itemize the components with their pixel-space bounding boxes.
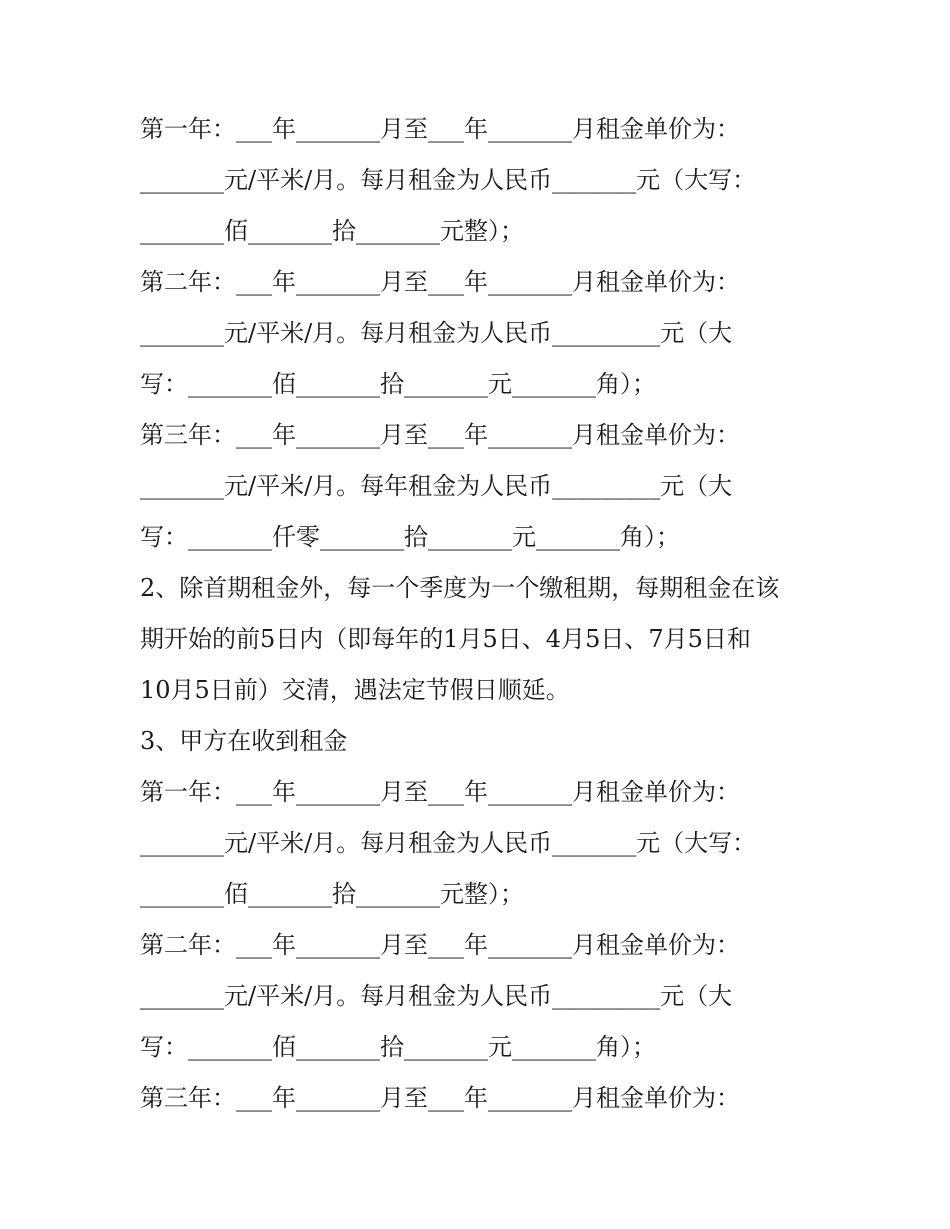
text-line: 第三年：___年_______月至___年_______月租金单价为：: [140, 421, 740, 449]
text-line: _______元/平米/月。每月租金为人民币_______元（大写：: [140, 166, 757, 194]
text-line: 写：_______佰_______拾_______元_______角）；: [140, 1033, 656, 1061]
text-line: 写：_______仟零_______拾_______元_______角）；: [140, 523, 680, 551]
text-line: 写：_______佰_______拾_______元_______角）；: [140, 370, 656, 398]
text-line: _______佰_______拾_______元整）；: [140, 880, 524, 908]
text-line: 第一年：___年_______月至___年_______月租金单价为：: [140, 778, 740, 806]
text-line: _______元/平米/月。每年租金为人民币_________元（大: [140, 472, 733, 500]
document-body: [140, 104, 820, 1124]
text-line: _______佰_______拾_______元整）；: [140, 217, 524, 245]
text-line: 第一年：___年_______月至___年_______月租金单价为：: [140, 115, 740, 143]
text-line: _______元/平米/月。每月租金为人民币_________元（大: [140, 982, 733, 1010]
text-line: _______元/平米/月。每月租金为人民币_________元（大: [140, 319, 733, 347]
text-line: 10月5日前）交清，遇法定节假日顺延。: [140, 676, 570, 704]
text-line: 第二年：___年_______月至___年_______月租金单价为：: [140, 268, 740, 296]
text-line: _______元/平米/月。每月租金为人民币_______元（大写：: [140, 829, 757, 857]
text-line: 2、除首期租金外，每一个季度为一个缴租期，每期租金在该: [140, 574, 780, 602]
text-line: 期开始的前5日内（即每年的1月5日、4月5日、7月5日和: [140, 625, 751, 653]
text-line: 第三年：___年_______月至___年_______月租金单价为：: [140, 1084, 740, 1112]
text-line: 3、甲方在收到租金: [140, 727, 348, 755]
text-line: 第二年：___年_______月至___年_______月租金单价为：: [140, 931, 740, 959]
